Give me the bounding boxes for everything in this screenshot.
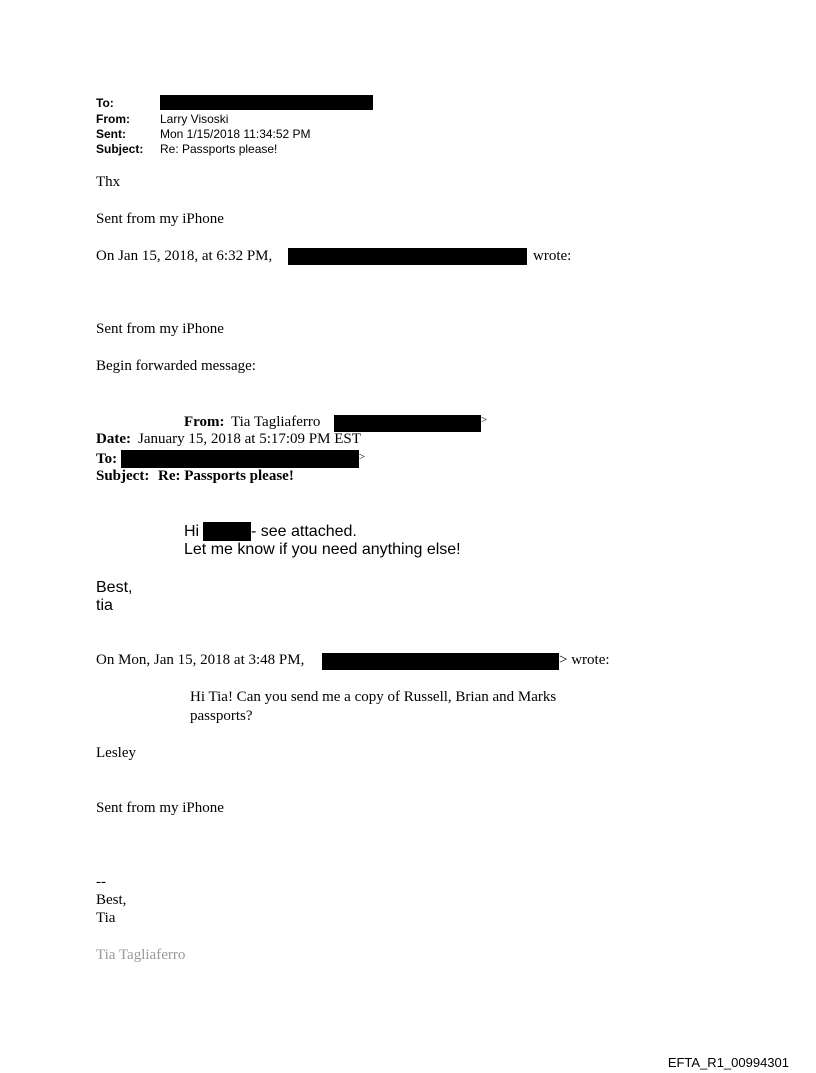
header-from-label: From: (96, 112, 130, 126)
redaction-block (288, 248, 527, 265)
redaction-block (334, 415, 481, 432)
reply-sent-from-iphone: Sent from my iPhone (96, 211, 224, 227)
quoted-on-line-prefix: On Mon, Jan 15, 2018 at 3:48 PM, (96, 652, 305, 668)
redaction-block (322, 653, 559, 670)
begin-forwarded-message: Begin forwarded message: (96, 358, 256, 374)
tia-see-attached: - see attached. (251, 523, 357, 540)
quoted-sent-from-iphone: Sent from my iPhone (96, 800, 224, 816)
header-from-value: Larry Visoski (160, 112, 229, 126)
redaction-block (121, 450, 359, 468)
signature-dashes: -- (96, 874, 106, 890)
header-subject-value: Re: Passports please! (160, 142, 278, 156)
fwd-subject-value: Re: Passports please! (158, 468, 294, 484)
tia-best: Best, (96, 579, 133, 596)
quoted-lesley: Lesley (96, 745, 136, 761)
quoted-line-1: Hi Tia! Can you send me a copy of Russell, Brian and Marks (190, 689, 557, 705)
fwd-subject-label: Subject: (96, 468, 150, 484)
fwd-from-label: From: (184, 414, 225, 430)
header-sent-value: Mon 1/15/2018 11:34:52 PM (160, 127, 311, 141)
tia-line-2: Let me know if you need anything else! (184, 541, 461, 558)
quoted-on-line-suffix: > wrote: (559, 652, 610, 668)
fwd-from-value: Tia Tagliaferro (231, 414, 321, 430)
reply-on-line-prefix: On Jan 15, 2018, at 6:32 PM, (96, 248, 273, 264)
reply-on-line-suffix: wrote: (533, 248, 572, 264)
header-subject-label: Subject: (96, 142, 144, 156)
redaction-block (160, 95, 373, 110)
reply-sent-from-iphone-2: Sent from my iPhone (96, 321, 224, 337)
signature-name: Tia (96, 910, 116, 926)
fwd-to-label: To: (96, 451, 118, 467)
fwd-date-value: January 15, 2018 at 5:17:09 PM EST (138, 431, 361, 447)
document-id: EFTA_R1_00994301 (667, 1055, 789, 1070)
redaction-block (203, 522, 251, 541)
fwd-date-label: Date: (96, 431, 131, 447)
reply-thx: Thx (96, 174, 121, 190)
tia-hi: Hi (184, 523, 200, 540)
header-to-label: To: (96, 96, 114, 110)
header-sent-label: Sent: (96, 127, 126, 141)
tia-signoff: tia (96, 597, 113, 614)
signature-best: Best, (96, 892, 127, 908)
fwd-from-tail: > (481, 414, 488, 426)
signature-full-name: Tia Tagliaferro (96, 947, 186, 963)
fwd-to-tail: > (359, 451, 366, 463)
quoted-line-2: passports? (190, 708, 253, 724)
